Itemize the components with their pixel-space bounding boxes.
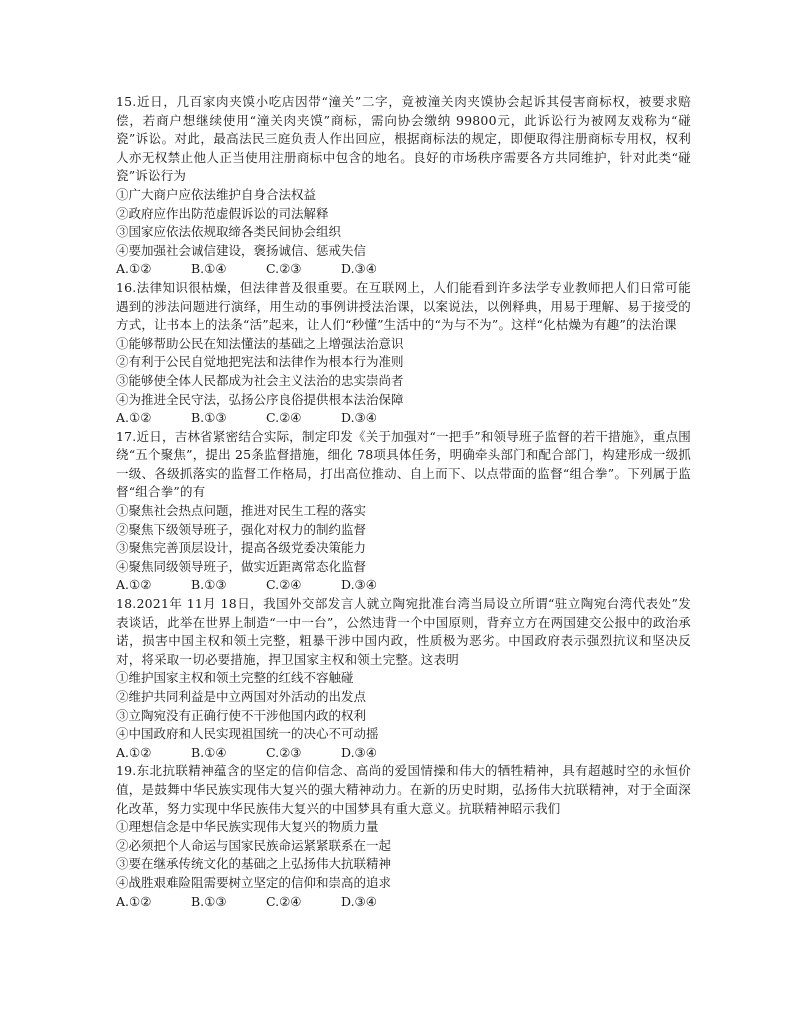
answer-d: D.③④: [341, 577, 377, 593]
answer-b: B.①④: [191, 744, 227, 760]
answer-c: C.②④: [266, 577, 302, 593]
answer-d: D.③④: [341, 744, 377, 760]
answer-b: B.①③: [191, 577, 227, 593]
option-4: ④中国政府和人民实现祖国统一的决心不可动摇: [116, 726, 379, 742]
answer-choices: [116, 409, 691, 428]
answer-choices: [116, 744, 691, 763]
answer-a: A.①②: [116, 410, 152, 426]
question-stem: 16.法律知识很枯燥，但法律普及很重要。在互联网上，人们能看到许多法学专业教师把人们日常可能遇到的涉法问题进行演绎，用生动的事例讲授法治课，以案说法，以例释典，用易于理解、易于接受的方式，让书本上的法条“活”起来，让人们“秒懂”生活中的“为与不为”。这样“化枯燥为有趣”的法治课: [116, 279, 691, 333]
option-4: ④为推进全民守法，弘扬公序良俗提供根本法治保障: [116, 391, 404, 407]
option-2: ②政府应作出防范虚假诉讼的司法解释: [116, 205, 329, 221]
option-4: ④聚焦同级领导班子，做实近距离常态化监督: [116, 558, 367, 574]
question-stem: 18.2021年 11月 18日，我国外交部发言人就立陶宛批准台湾当局设立所谓“驻立陶宛台湾代表处”发表谈话，此举在世界上制造“一中一台”，公然违背一个中国原则，背弃立方在两国建交公报中的政治承诺，损害中国主权和领土完整，粗暴干涉中国内政，性质极为恶劣。中国政府表示强烈抗议和坚决反对，将采取一切必要措施，捍卫国家主权和领土完整。这表明: [116, 596, 691, 667]
question-18: [116, 595, 691, 762]
option-3: ③能够使全体人民都成为社会主义法治的忠实崇尚者: [116, 372, 404, 388]
question-16: [116, 279, 691, 428]
answer-a: A.①②: [116, 577, 152, 593]
answer-a: A.①②: [116, 744, 152, 760]
option-1: ①聚焦社会热点问题，推进对民生工程的落实: [116, 503, 367, 519]
answer-c: C.②④: [266, 893, 302, 909]
answer-a: A.①②: [116, 261, 152, 277]
option-3: ③立陶宛没有正确行使不干涉他国内政的权利: [116, 707, 367, 723]
answer-choices: [116, 576, 691, 595]
option-3: ③要在继承传统文化的基础之上弘扬伟大抗联精神: [116, 856, 392, 872]
option-2: ②聚焦下级领导班子，强化对权力的制约监督: [116, 521, 367, 537]
answer-choices: [116, 260, 691, 279]
option-1: ①能够帮助公民在知法懂法的基础之上增强法治意识: [116, 335, 404, 351]
option-2: ②必须把个人命运与国家民族命运紧紧联系在一起: [116, 837, 392, 853]
option-2: ②维护共同利益是中立两国对外活动的出发点: [116, 689, 367, 704]
answer-choices: [116, 893, 691, 912]
question-stem: 15.近日，几百家肉夹馍小吃店因带“潼关”二字，竟被潼关肉夹馍协会起诉其侵害商标权，被要求赔偿，若商户想继续使用“潼关肉夹馍”商标，需向协会缴纳 99800元，此诉讼行为被网友戏称为“碰瓷”诉讼。对此，最高法民三庭负责人作出回应，根据商标法的规定，即便取得注册商标专用权，权利人亦无权禁止他人正当使用注册商标中包含的地名。良好的市场秩序需要各方共同维护，针对此类“碰瓷”诉讼行为: [116, 94, 691, 184]
option-1: ①理想信念是中华民族实现伟大复兴的物质力量: [116, 819, 379, 835]
answer-d: D.③④: [341, 410, 377, 426]
answer-c: C.②③: [266, 744, 302, 760]
option-4: ④要加强社会诚信建设，褒扬诚信、惩戒失信: [116, 242, 367, 258]
option-4: ④战胜艰难险阻需要树立坚定的信仰和崇高的追求: [116, 874, 392, 890]
question-stem: 17.近日，吉林省紧密结合实际，制定印发《关于加强对“一把手”和领导班子监督的若干措施》，重点围绕“五个聚焦”，提出 25条监督措施，细化 78项具体任务，明确牵头部门和配合部门，构建形成一级抓一级、各级抓落实的监督工作格局，打出高位推动、自上而下、以点带面的监督“组合拳”。下列属于监督“组合拳”的有: [116, 428, 691, 500]
answer-b: B.①③: [191, 410, 227, 426]
answer-a: A.①②: [116, 893, 152, 909]
exam-page: [116, 93, 691, 911]
option-2: ②有利于公民自觉地把宪法和法律作为根本行为准则: [116, 354, 404, 370]
question-19: [116, 762, 691, 911]
option-1: ①广大商户应依法维护自身合法权益: [116, 186, 317, 202]
option-3: ③国家应依法依规取缔各类民间协会组织: [116, 224, 342, 240]
question-stem: 19.东北抗联精神蕴含的坚定的信仰信念、高尚的爱国情操和伟大的牺牲精神，具有超越时空的永恒价值，是鼓舞中华民族实现伟大复兴的强大精神动力。在新的历史时期，弘扬伟大抗联精神，对于全面深化改革，努力实现中华民族伟大复兴的中国梦具有重大意义。抗联精神昭示我们: [116, 763, 691, 816]
answer-d: D.③④: [341, 893, 377, 909]
question-17: [116, 428, 691, 595]
option-1: ①维护国家主权和领土完整的红线不容触碰: [116, 670, 354, 686]
answer-b: B.①④: [191, 261, 227, 277]
answer-d: D.③④: [341, 261, 377, 277]
answer-c: C.②④: [266, 410, 302, 426]
answer-b: B.①③: [191, 893, 227, 909]
answer-c: C.②③: [266, 261, 302, 277]
option-3: ③聚焦完善顶层设计，提高各级党委决策能力: [116, 540, 367, 556]
question-15: [116, 93, 691, 279]
